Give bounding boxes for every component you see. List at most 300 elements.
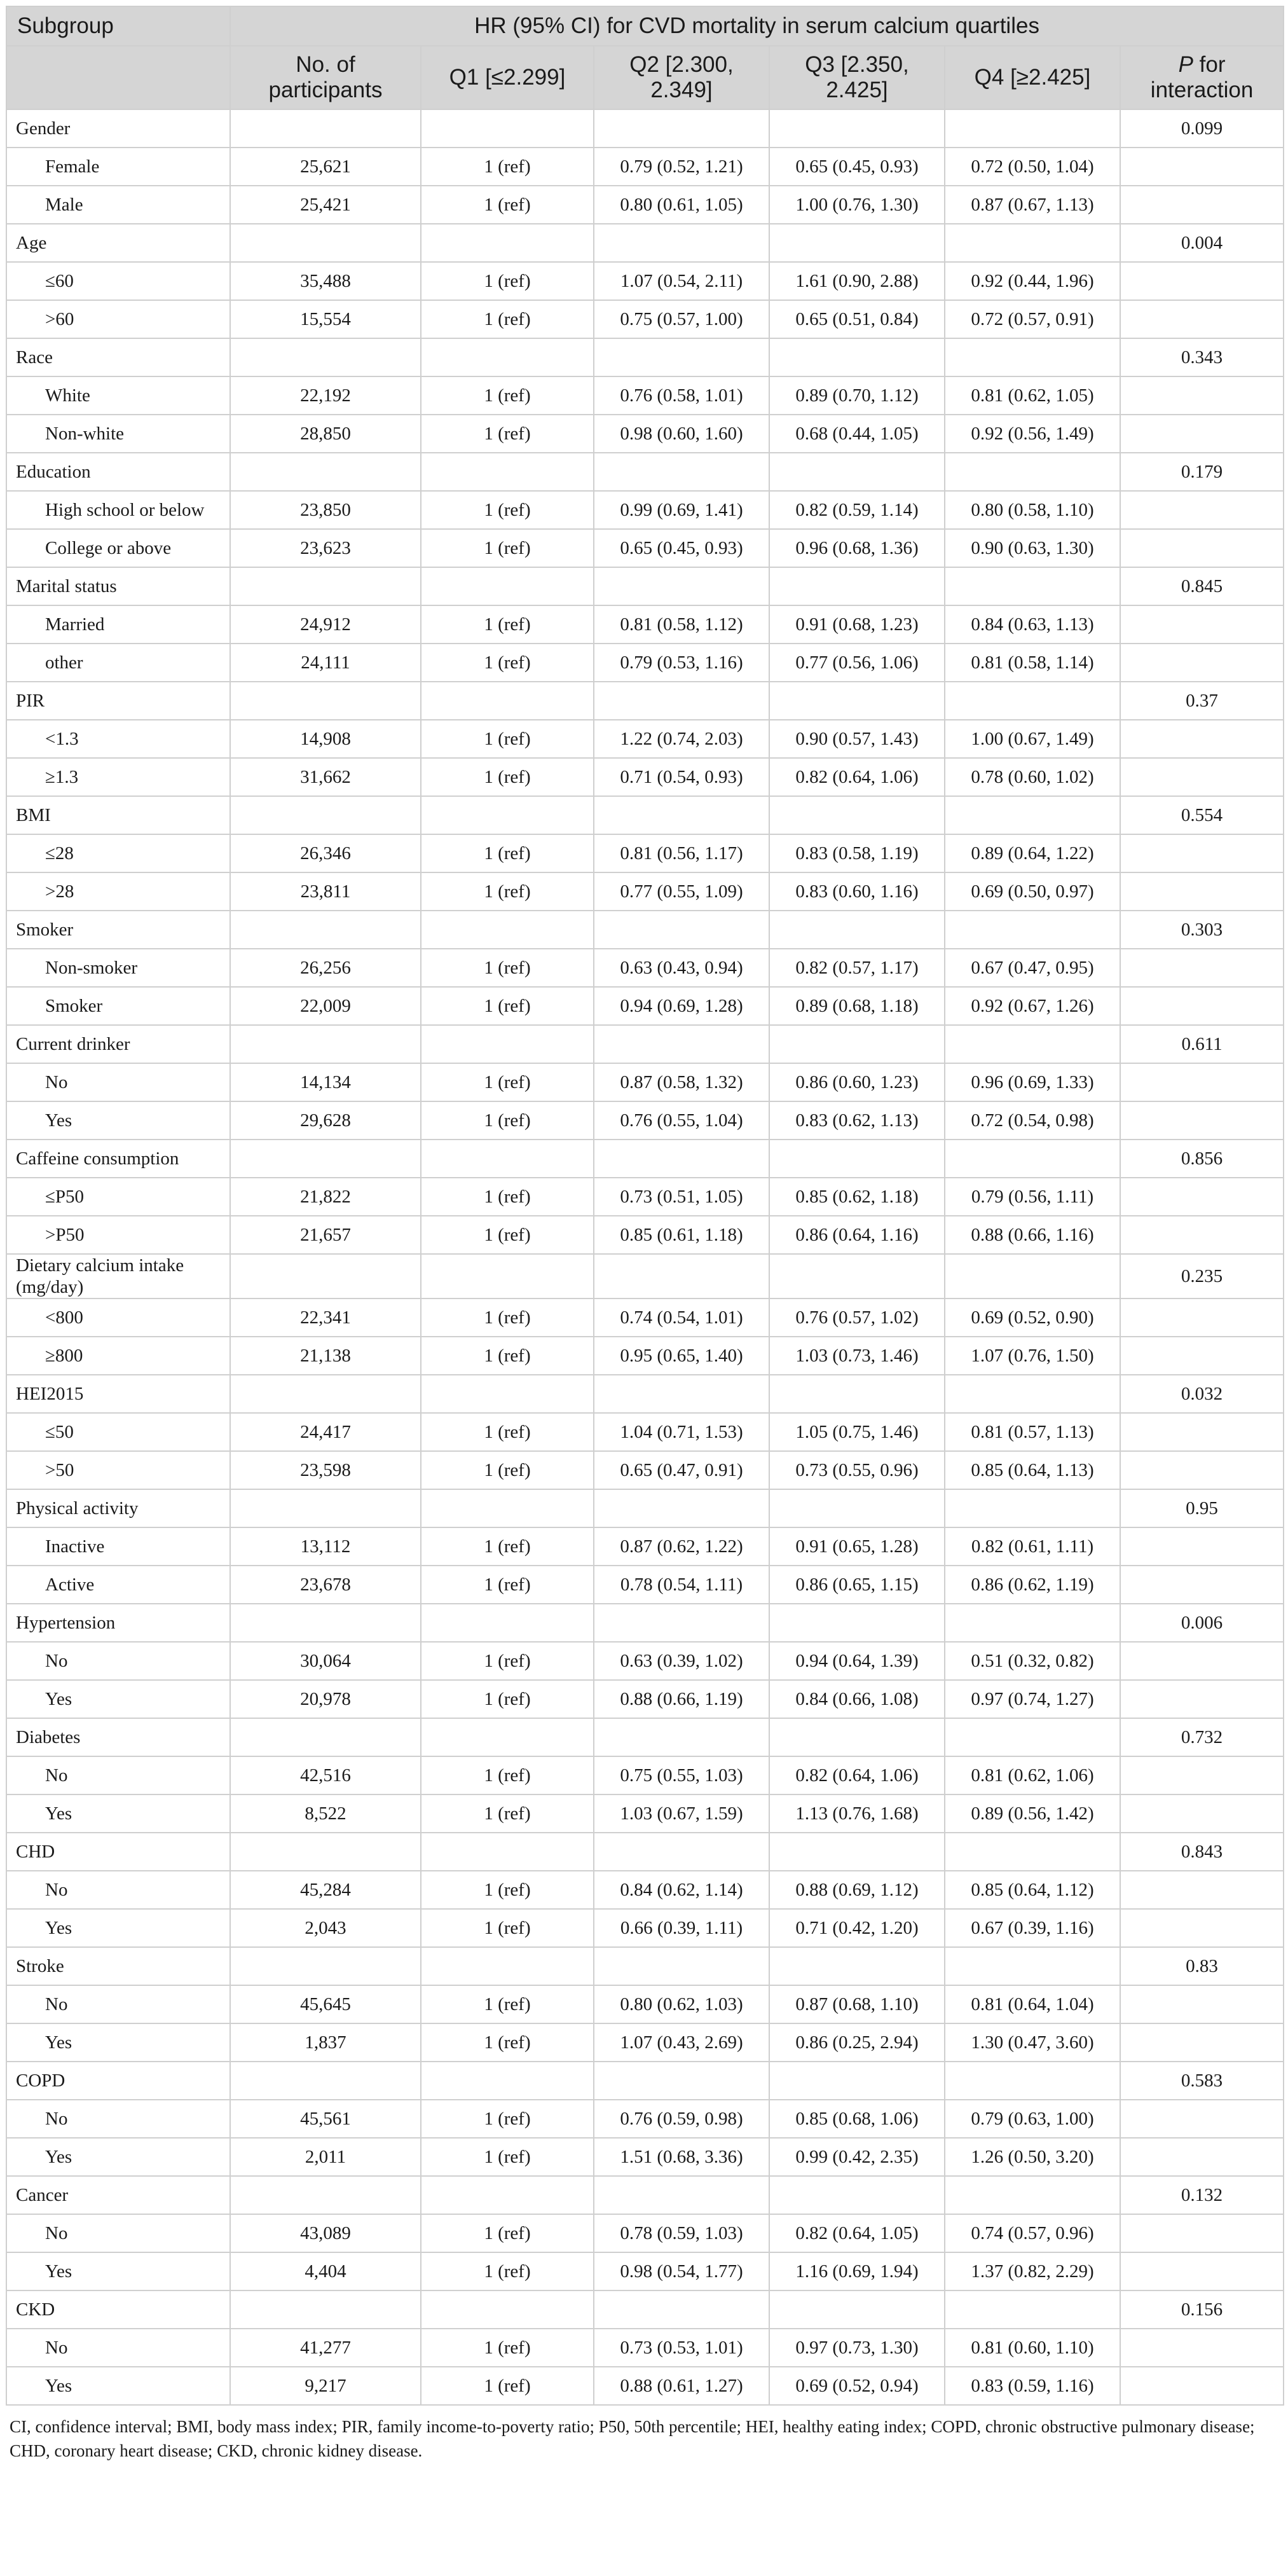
group-row	[6, 1375, 1284, 1413]
q3-cell: 1.05 (0.75, 1.46)	[769, 1413, 945, 1451]
table-page	[6, 6, 1283, 2463]
q3-header: Q3 [2.350, 2.425]	[769, 46, 945, 109]
q3-cell	[769, 911, 945, 949]
table-row	[6, 376, 1284, 415]
q3-cell	[769, 453, 945, 491]
q1-cell: 1 (ref)	[421, 720, 594, 758]
q4-cell: 0.85 (0.64, 1.13)	[945, 1451, 1120, 1489]
q2-cell: 0.71 (0.54, 0.93)	[594, 758, 769, 796]
subgroup-cell: >28	[6, 872, 230, 911]
p-interaction-cell	[1120, 720, 1284, 758]
q4-cell	[945, 2176, 1120, 2214]
subgroup-cell: Caffeine consumption	[6, 1140, 230, 1178]
q1-cell	[421, 453, 594, 491]
q1-cell	[421, 338, 594, 376]
q2-cell: 0.63 (0.43, 0.94)	[594, 949, 769, 987]
table-row	[6, 605, 1284, 644]
q4-cell: 1.37 (0.82, 2.29)	[945, 2252, 1120, 2290]
q4-cell: 0.81 (0.60, 1.10)	[945, 2329, 1120, 2367]
q2-header: Q2 [2.300, 2.349]	[594, 46, 769, 109]
participants-cell: 30,064	[230, 1642, 421, 1680]
subgroup-cell: High school or below	[6, 491, 230, 529]
q2-cell	[594, 109, 769, 148]
group-row	[6, 1025, 1284, 1063]
q3-cell: 1.61 (0.90, 2.88)	[769, 262, 945, 300]
p-interaction-cell: 0.235	[1120, 1254, 1284, 1298]
p-interaction-cell	[1120, 949, 1284, 987]
q2-cell: 0.79 (0.53, 1.16)	[594, 644, 769, 682]
subgroup-cell: Yes	[6, 1680, 230, 1718]
q3-cell: 0.69 (0.52, 0.94)	[769, 2367, 945, 2405]
subgroup-cell: Yes	[6, 1909, 230, 1947]
subgroup-cell: HEI2015	[6, 1375, 230, 1413]
q1-cell: 1 (ref)	[421, 1566, 594, 1604]
participants-cell	[230, 453, 421, 491]
table-row	[6, 1063, 1284, 1101]
q2-cell: 0.87 (0.58, 1.32)	[594, 1063, 769, 1101]
participants-cell: 29,628	[230, 1101, 421, 1140]
q4-cell: 0.89 (0.56, 1.42)	[945, 1794, 1120, 1833]
q3-cell: 0.91 (0.65, 1.28)	[769, 1527, 945, 1566]
q1-cell: 1 (ref)	[421, 758, 594, 796]
subgroup-cell: White	[6, 376, 230, 415]
subgroup-cell: ≤28	[6, 834, 230, 872]
q4-cell	[945, 2290, 1120, 2329]
p-interaction-cell	[1120, 1337, 1284, 1375]
participants-cell: 45,284	[230, 1871, 421, 1909]
q2-cell: 0.77 (0.55, 1.09)	[594, 872, 769, 911]
table-row	[6, 987, 1284, 1025]
table-footnote: CI, confidence interval; BMI, body mass index; PIR, family income-to-poverty ratio; P50, 50th percentile; HEI, healthy eating index; COPD, chronic obstructive pulmonary disease; CHD, coronary heart disease; CKD, chronic kidney disease.	[10, 2417, 1255, 2460]
q1-cell: 1 (ref)	[421, 1985, 594, 2023]
q1-cell: 1 (ref)	[421, 1680, 594, 1718]
q4-cell: 0.51 (0.32, 0.82)	[945, 1642, 1120, 1680]
q3-cell: 0.77 (0.56, 1.06)	[769, 644, 945, 682]
q1-cell: 1 (ref)	[421, 1794, 594, 1833]
subgroup-cell: ≤50	[6, 1413, 230, 1451]
group-row	[6, 2062, 1284, 2100]
q1-cell	[421, 1833, 594, 1871]
participants-cell: 21,138	[230, 1337, 421, 1375]
p-interaction-cell: 0.132	[1120, 2176, 1284, 2214]
header-row-1	[6, 6, 1284, 46]
q2-cell: 0.94 (0.69, 1.28)	[594, 987, 769, 1025]
q4-cell: 0.92 (0.44, 1.96)	[945, 262, 1120, 300]
p-interaction-cell	[1120, 1566, 1284, 1604]
q2-cell	[594, 1833, 769, 1871]
table-row	[6, 262, 1284, 300]
q3-cell	[769, 1604, 945, 1642]
q2-cell	[594, 453, 769, 491]
q1-cell: 1 (ref)	[421, 1101, 594, 1140]
q4-cell	[945, 567, 1120, 605]
participants-cell	[230, 567, 421, 605]
q2-cell: 1.03 (0.67, 1.59)	[594, 1794, 769, 1833]
q1-cell: 1 (ref)	[421, 1756, 594, 1794]
subgroup-cell: Stroke	[6, 1947, 230, 1985]
p-interaction-cell	[1120, 644, 1284, 682]
q3-cell: 0.89 (0.68, 1.18)	[769, 987, 945, 1025]
q4-cell: 0.90 (0.63, 1.30)	[945, 529, 1120, 567]
p-interaction-cell	[1120, 1063, 1284, 1101]
q1-cell	[421, 911, 594, 949]
subgroup-cell: Diabetes	[6, 1718, 230, 1756]
participants-cell: 23,850	[230, 491, 421, 529]
q1-cell	[421, 1947, 594, 1985]
p-interaction-cell: 0.099	[1120, 109, 1284, 148]
q2-cell	[594, 338, 769, 376]
table-body	[6, 109, 1284, 2405]
q3-cell	[769, 2290, 945, 2329]
participants-cell: 26,346	[230, 834, 421, 872]
group-row	[6, 2176, 1284, 2214]
participants-cell	[230, 911, 421, 949]
subgroup-cell: No	[6, 1985, 230, 2023]
q1-cell: 1 (ref)	[421, 491, 594, 529]
q3-cell	[769, 1718, 945, 1756]
table-row	[6, 2367, 1284, 2405]
q1-cell: 1 (ref)	[421, 1413, 594, 1451]
q3-cell: 0.83 (0.58, 1.19)	[769, 834, 945, 872]
q1-cell	[421, 1140, 594, 1178]
participants-cell: 9,217	[230, 2367, 421, 2405]
q1-cell: 1 (ref)	[421, 1216, 594, 1254]
q3-cell: 1.16 (0.69, 1.94)	[769, 2252, 945, 2290]
q4-cell: 0.79 (0.56, 1.11)	[945, 1178, 1120, 1216]
hr-span-header: HR (95% CI) for CVD mortality in serum calcium quartiles	[230, 6, 1284, 46]
q4-cell	[945, 1947, 1120, 1985]
p-interaction-cell: 0.611	[1120, 1025, 1284, 1063]
p-interaction-cell	[1120, 1680, 1284, 1718]
p-interaction-cell	[1120, 2367, 1284, 2405]
q4-cell: 0.67 (0.47, 0.95)	[945, 949, 1120, 987]
participants-cell	[230, 682, 421, 720]
p-interaction-cell: 0.343	[1120, 338, 1284, 376]
q1-cell	[421, 1375, 594, 1413]
p-interaction-cell	[1120, 1178, 1284, 1216]
table-row	[6, 872, 1284, 911]
q4-cell: 0.74 (0.57, 0.96)	[945, 2214, 1120, 2252]
participants-cell: 28,850	[230, 415, 421, 453]
subgroup-cell: Yes	[6, 2252, 230, 2290]
q4-cell: 0.87 (0.67, 1.13)	[945, 186, 1120, 224]
q4-cell: 1.07 (0.76, 1.50)	[945, 1337, 1120, 1375]
q1-cell: 1 (ref)	[421, 949, 594, 987]
q2-cell	[594, 1604, 769, 1642]
q1-cell	[421, 2176, 594, 2214]
q4-header: Q4 [≥2.425]	[945, 46, 1120, 109]
subgroup-cell: CHD	[6, 1833, 230, 1871]
table-row	[6, 1101, 1284, 1140]
subgroup-cell: Marital status	[6, 567, 230, 605]
q3-cell: 0.82 (0.57, 1.17)	[769, 949, 945, 987]
q3-cell	[769, 2062, 945, 2100]
q3-cell: 0.65 (0.45, 0.93)	[769, 148, 945, 186]
p-interaction-cell: 0.032	[1120, 1375, 1284, 1413]
q3-cell: 0.76 (0.57, 1.02)	[769, 1298, 945, 1337]
participants-cell: 31,662	[230, 758, 421, 796]
group-row	[6, 567, 1284, 605]
q3-cell: 0.89 (0.70, 1.12)	[769, 376, 945, 415]
q2-cell	[594, 2290, 769, 2329]
q2-cell: 0.81 (0.58, 1.12)	[594, 605, 769, 644]
q4-cell: 1.26 (0.50, 3.20)	[945, 2138, 1120, 2176]
table-row	[6, 1298, 1284, 1337]
participants-cell: 22,192	[230, 376, 421, 415]
group-row	[6, 224, 1284, 262]
q3-cell: 0.71 (0.42, 1.20)	[769, 1909, 945, 1947]
q2-cell: 0.98 (0.54, 1.77)	[594, 2252, 769, 2290]
p-interaction-cell: 0.303	[1120, 911, 1284, 949]
p-interaction-cell	[1120, 1527, 1284, 1566]
q1-cell: 1 (ref)	[421, 186, 594, 224]
participants-cell	[230, 224, 421, 262]
q4-cell	[945, 2062, 1120, 2100]
p-interaction-cell	[1120, 872, 1284, 911]
participants-cell	[230, 109, 421, 148]
participants-cell: 13,112	[230, 1527, 421, 1566]
participants-cell	[230, 1947, 421, 1985]
p-interaction-cell	[1120, 2329, 1284, 2367]
p-interaction-cell	[1120, 1101, 1284, 1140]
participants-cell: 43,089	[230, 2214, 421, 2252]
q3-cell: 0.82 (0.59, 1.14)	[769, 491, 945, 529]
subgroup-cell: Current drinker	[6, 1025, 230, 1063]
group-row	[6, 1947, 1284, 1985]
p-interaction-cell: 0.37	[1120, 682, 1284, 720]
table-row	[6, 1871, 1284, 1909]
q3-cell	[769, 1140, 945, 1178]
participants-cell	[230, 1375, 421, 1413]
subgroup-cell: ≥800	[6, 1337, 230, 1375]
q1-cell: 1 (ref)	[421, 1451, 594, 1489]
table-row	[6, 300, 1284, 338]
q3-cell: 0.73 (0.55, 0.96)	[769, 1451, 945, 1489]
group-row	[6, 682, 1284, 720]
p-interaction-cell	[1120, 1298, 1284, 1337]
participants-cell: 35,488	[230, 262, 421, 300]
p-letter: P	[1178, 52, 1193, 77]
participants-cell: 41,277	[230, 2329, 421, 2367]
participants-cell: 24,912	[230, 605, 421, 644]
q2-cell	[594, 224, 769, 262]
p-interaction-cell: 0.845	[1120, 567, 1284, 605]
subgroup-cell: College or above	[6, 529, 230, 567]
subgroup-cell: Physical activity	[6, 1489, 230, 1527]
p-interaction-cell: 0.179	[1120, 453, 1284, 491]
q1-cell: 1 (ref)	[421, 1298, 594, 1337]
q4-cell: 0.81 (0.64, 1.04)	[945, 1985, 1120, 2023]
p-interaction-cell	[1120, 186, 1284, 224]
q3-cell: 1.00 (0.76, 1.30)	[769, 186, 945, 224]
q2-cell: 0.65 (0.45, 0.93)	[594, 529, 769, 567]
q4-cell: 0.69 (0.52, 0.90)	[945, 1298, 1120, 1337]
q3-cell: 0.82 (0.64, 1.06)	[769, 758, 945, 796]
q3-cell: 1.03 (0.73, 1.46)	[769, 1337, 945, 1375]
participants-cell: 24,111	[230, 644, 421, 682]
subgroup-cell: Smoker	[6, 911, 230, 949]
q4-cell	[945, 796, 1120, 834]
q3-cell	[769, 1833, 945, 1871]
subgroup-cell: No	[6, 1642, 230, 1680]
subgroup-hr-table	[6, 6, 1284, 2406]
q3-cell: 1.13 (0.76, 1.68)	[769, 1794, 945, 1833]
p-interaction-cell	[1120, 1216, 1284, 1254]
table-row	[6, 1909, 1284, 1947]
participants-header: No. of participants	[230, 46, 421, 109]
participants-cell: 2,011	[230, 2138, 421, 2176]
subgroup-cell: Yes	[6, 2138, 230, 2176]
p-interaction-cell	[1120, 834, 1284, 872]
q1-cell: 1 (ref)	[421, 2023, 594, 2062]
q2-cell	[594, 1718, 769, 1756]
q2-cell: 0.99 (0.69, 1.41)	[594, 491, 769, 529]
table-row	[6, 1985, 1284, 2023]
blank-header-cell	[6, 46, 230, 109]
q1-cell: 1 (ref)	[421, 1337, 594, 1375]
q4-cell	[945, 1254, 1120, 1298]
subgroup-cell: Yes	[6, 2023, 230, 2062]
q3-cell	[769, 2176, 945, 2214]
participants-cell: 4,404	[230, 2252, 421, 2290]
participants-cell: 15,554	[230, 300, 421, 338]
table-row	[6, 491, 1284, 529]
q1-cell	[421, 567, 594, 605]
q1-cell: 1 (ref)	[421, 376, 594, 415]
participants-cell	[230, 2290, 421, 2329]
participants-cell: 23,811	[230, 872, 421, 911]
subgroup-cell: BMI	[6, 796, 230, 834]
subgroup-cell: >P50	[6, 1216, 230, 1254]
subgroup-cell: <800	[6, 1298, 230, 1337]
group-row	[6, 1140, 1284, 1178]
p-interaction-cell	[1120, 262, 1284, 300]
q2-cell: 0.78 (0.54, 1.11)	[594, 1566, 769, 1604]
q2-cell: 0.73 (0.53, 1.01)	[594, 2329, 769, 2367]
q1-cell: 1 (ref)	[421, 300, 594, 338]
q4-cell: 0.89 (0.64, 1.22)	[945, 834, 1120, 872]
q3-cell: 0.83 (0.60, 1.16)	[769, 872, 945, 911]
q3-cell	[769, 1254, 945, 1298]
q4-cell	[945, 1375, 1120, 1413]
q4-cell: 0.81 (0.62, 1.06)	[945, 1756, 1120, 1794]
q2-cell: 0.95 (0.65, 1.40)	[594, 1337, 769, 1375]
table-row	[6, 1413, 1284, 1451]
participants-cell	[230, 1140, 421, 1178]
q4-cell: 1.30 (0.47, 3.60)	[945, 2023, 1120, 2062]
q1-cell	[421, 1025, 594, 1063]
p-interaction-cell	[1120, 1909, 1284, 1947]
q1-cell: 1 (ref)	[421, 2252, 594, 2290]
q3-cell: 0.86 (0.64, 1.16)	[769, 1216, 945, 1254]
q3-cell: 0.83 (0.62, 1.13)	[769, 1101, 945, 1140]
table-row	[6, 186, 1284, 224]
subgroup-cell: No	[6, 2329, 230, 2367]
group-row	[6, 1833, 1284, 1871]
q2-cell	[594, 1947, 769, 1985]
p-interaction-cell: 0.156	[1120, 2290, 1284, 2329]
q4-cell: 0.81 (0.57, 1.13)	[945, 1413, 1120, 1451]
q1-cell: 1 (ref)	[421, 2100, 594, 2138]
participants-cell: 14,134	[230, 1063, 421, 1101]
q3-cell: 0.84 (0.66, 1.08)	[769, 1680, 945, 1718]
participants-cell	[230, 2062, 421, 2100]
table-row	[6, 644, 1284, 682]
q2-cell: 0.81 (0.56, 1.17)	[594, 834, 769, 872]
q3-cell	[769, 224, 945, 262]
subgroup-cell: >60	[6, 300, 230, 338]
q4-cell	[945, 109, 1120, 148]
participants-cell	[230, 1489, 421, 1527]
q2-cell: 0.84 (0.62, 1.14)	[594, 1871, 769, 1909]
q1-cell: 1 (ref)	[421, 1909, 594, 1947]
subgroup-cell: Race	[6, 338, 230, 376]
q4-cell: 0.78 (0.60, 1.02)	[945, 758, 1120, 796]
subgroup-cell: COPD	[6, 2062, 230, 2100]
subgroup-cell: Yes	[6, 1794, 230, 1833]
q1-cell	[421, 796, 594, 834]
q4-cell: 0.72 (0.50, 1.04)	[945, 148, 1120, 186]
q2-cell: 0.80 (0.62, 1.03)	[594, 1985, 769, 2023]
group-row	[6, 109, 1284, 148]
q2-cell	[594, 2176, 769, 2214]
q3-cell: 0.88 (0.69, 1.12)	[769, 1871, 945, 1909]
q2-cell: 0.75 (0.55, 1.03)	[594, 1756, 769, 1794]
participants-cell: 2,043	[230, 1909, 421, 1947]
p-interaction-cell	[1120, 148, 1284, 186]
table-row	[6, 2329, 1284, 2367]
subgroup-cell: Inactive	[6, 1527, 230, 1566]
group-row	[6, 1718, 1284, 1756]
p-interaction-cell	[1120, 529, 1284, 567]
subgroup-cell: Hypertension	[6, 1604, 230, 1642]
q3-cell	[769, 1489, 945, 1527]
p-interaction-cell: 0.583	[1120, 2062, 1284, 2100]
table-row	[6, 1642, 1284, 1680]
q2-cell	[594, 1254, 769, 1298]
participants-cell: 42,516	[230, 1756, 421, 1794]
p-interaction-cell: 0.006	[1120, 1604, 1284, 1642]
q1-cell: 1 (ref)	[421, 644, 594, 682]
participants-cell: 21,657	[230, 1216, 421, 1254]
q2-cell: 0.76 (0.58, 1.01)	[594, 376, 769, 415]
table-row	[6, 949, 1284, 987]
p-interaction-cell	[1120, 758, 1284, 796]
p-interaction-cell	[1120, 1642, 1284, 1680]
q1-cell: 1 (ref)	[421, 2367, 594, 2405]
q4-cell: 0.79 (0.63, 1.00)	[945, 2100, 1120, 2138]
q3-cell: 0.82 (0.64, 1.05)	[769, 2214, 945, 2252]
q1-cell: 1 (ref)	[421, 1871, 594, 1909]
group-row	[6, 338, 1284, 376]
subgroup-cell: Yes	[6, 2367, 230, 2405]
q2-cell: 0.88 (0.66, 1.19)	[594, 1680, 769, 1718]
q4-cell: 0.81 (0.62, 1.05)	[945, 376, 1120, 415]
participants-cell	[230, 2176, 421, 2214]
table-row	[6, 2214, 1284, 2252]
p-interaction-cell: 0.004	[1120, 224, 1284, 262]
subgroup-cell: Gender	[6, 109, 230, 148]
q2-cell	[594, 2062, 769, 2100]
participants-cell	[230, 1604, 421, 1642]
q3-cell: 0.90 (0.57, 1.43)	[769, 720, 945, 758]
table-row	[6, 1794, 1284, 1833]
q2-cell: 1.04 (0.71, 1.53)	[594, 1413, 769, 1451]
q1-cell: 1 (ref)	[421, 1063, 594, 1101]
participants-cell	[230, 1718, 421, 1756]
p-interaction-cell	[1120, 2214, 1284, 2252]
q2-cell: 0.87 (0.62, 1.22)	[594, 1527, 769, 1566]
